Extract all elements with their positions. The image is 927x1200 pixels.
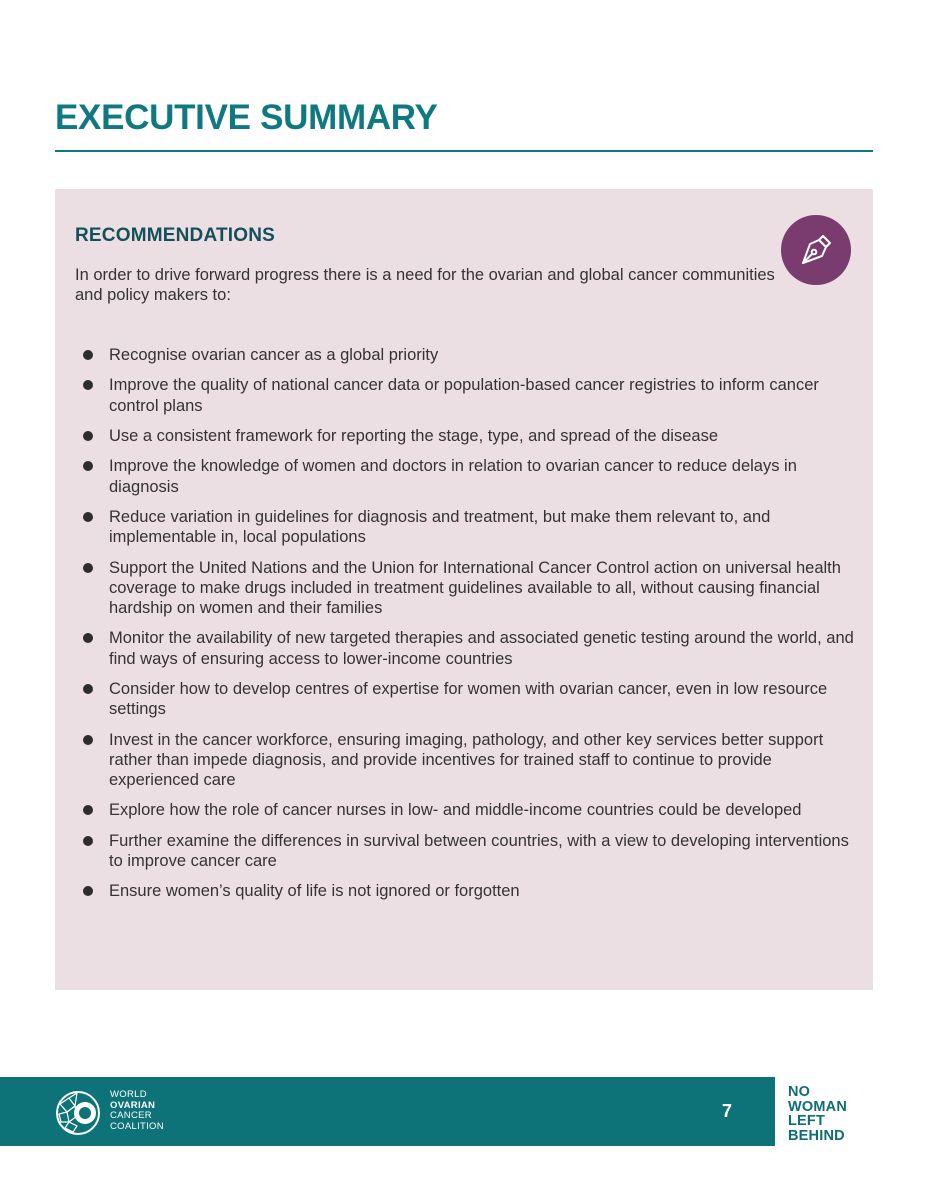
recommendation-item (81, 628, 856, 668)
bullet-icon (83, 633, 93, 643)
recommendation-item (81, 426, 856, 446)
recommendation-item (81, 831, 856, 871)
recommendation-item (81, 679, 856, 719)
recommendation-item (81, 375, 856, 415)
recommendations-panel (55, 189, 873, 990)
page-title: EXECUTIVE SUMMARY (55, 98, 438, 137)
recommendation-item (81, 507, 856, 547)
bullet-icon (83, 563, 93, 573)
recommendation-text: Monitor the availability of new targeted therapies and associated genetic testing around the world, and find ways of ensuring access to lower-income countries (109, 629, 854, 668)
recommendation-item (81, 730, 856, 791)
bullet-icon (83, 350, 93, 360)
bullet-icon (83, 805, 93, 815)
recommendations-list (81, 345, 856, 912)
bullet-icon (83, 836, 93, 846)
recommendation-item (81, 456, 856, 496)
recommendation-item (81, 800, 856, 820)
bullet-icon (83, 684, 93, 694)
recommendation-text: Support the United Nations and the Union for International Cancer Control action on universal health coverage to make drugs included in treatment guidelines available to all, without causing financial hardship on women and their families (109, 558, 841, 617)
title-divider (55, 150, 873, 152)
recommendations-intro: In order to drive forward progress there is a need for the ovarian and global cancer communities and policy makers to: (75, 266, 775, 304)
recommendation-text: Consider how to develop centres of expertise for women with ovarian cancer, even in low resource settings (109, 679, 828, 719)
recommendation-text: Reduce variation in guidelines for diagnosis and treatment, but make them relevant to, and implementable in, local populations (109, 507, 771, 547)
recommendation-text: Ensure women’s quality of life is not ignored or forgotten (109, 882, 520, 901)
recommendation-item (81, 881, 856, 901)
recommendation-item (81, 345, 856, 365)
bullet-icon (83, 512, 93, 522)
recommendation-text: Use a consistent framework for reporting the stage, type, and spread of the disease (109, 426, 719, 445)
recommendation-text: Improve the quality of national cancer data or population-based cancer registries to inform cancer control plans (109, 376, 819, 415)
recommendation-text: Invest in the cancer workforce, ensuring imaging, pathology, and other key services better support rather than impede diagnosis, and provide incentives for trained staff to continue to provide experienced care (109, 730, 824, 789)
recommendations-heading: RECOMMENDATIONS (75, 225, 276, 246)
bullet-icon (83, 886, 93, 896)
bullet-icon (83, 431, 93, 441)
campaign-wordmark: NO WOMAN LEFT BEHIND (788, 1084, 847, 1144)
recommendation-text: Recognise ovarian cancer as a global priority (109, 346, 439, 364)
bullet-icon (83, 380, 93, 390)
world-ovarian-cancer-coalition-logo-icon (55, 1090, 101, 1136)
bullet-icon (83, 735, 93, 745)
recommendation-text: Explore how the role of cancer nurses in low- and middle-income countries could be developed (109, 801, 802, 820)
recommendation-text: Further examine the differences in survival between countries, with a view to developing interventions to improve cancer care (109, 831, 849, 870)
recommendation-text: Improve the knowledge of women and doctors in relation to ovarian cancer to reduce delays in diagnosis (109, 457, 797, 496)
page-number: 7 (722, 1101, 733, 1121)
bullet-icon (83, 461, 93, 471)
footer-bar (0, 1077, 775, 1146)
organization-wordmark: WORLD OVARIAN CANCER COALITION (110, 1089, 164, 1132)
recommendation-item (81, 558, 856, 619)
pen-nib-icon (781, 215, 851, 285)
